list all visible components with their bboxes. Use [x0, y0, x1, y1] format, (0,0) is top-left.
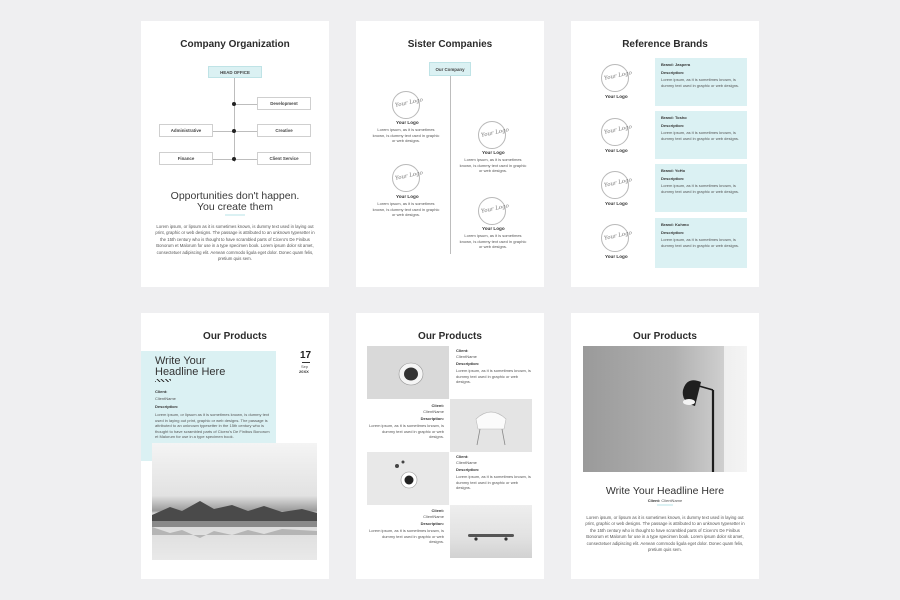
connector-line [450, 76, 451, 254]
brand-logo: Your Logo [601, 171, 629, 199]
skateboard-graphic [450, 505, 532, 558]
hatch-decoration [155, 379, 171, 382]
client-line [571, 498, 759, 504]
org-box-finance: Finance [159, 152, 213, 165]
description-label: Description: [661, 175, 685, 181]
company-description: Lorem ipsum, as it is sometimes known, is dummy text used in graphic or web designs. [459, 233, 527, 250]
body-text: Lorem ipsum, or lipsum as it is sometimes known, is dummy text used in laying out print, graphic or web designs. The passage is attributed to an unknown typesetter in the 15th century who is thought to have scrambled parts of Cicero's De Finibus Bonorum et Malorum for use in a type specimen book. Lorem ipsum dolor sit amet, consectetuer adipiscing elit. Aenean commodo ligula eget dolor. Donec quam felis, pretium quis sem. [155, 224, 315, 262]
coffee-photo [367, 452, 449, 505]
accent-underline [657, 504, 673, 506]
org-box-administrative: Administrative [159, 124, 213, 137]
logo-label: Your Logo [605, 201, 628, 206]
client-label: Client: [431, 403, 444, 408]
date-divider [302, 362, 310, 363]
date-year: 20XX [299, 369, 309, 374]
description-label: Description: [420, 416, 444, 421]
brand-description: Lorem ipsum, as it is sometimes known, is dummy text used in graphic or web designs. [661, 183, 740, 194]
client-name: ClientName [456, 460, 477, 465]
quote-line-2: You create them [196, 201, 274, 213]
client-name: ClientName [456, 354, 477, 359]
org-line [213, 159, 234, 160]
brand-description: Lorem ipsum, as it is sometimes known, is dummy text used in graphic or web designs. [661, 77, 740, 88]
company-description: Lorem ipsum, as it is sometimes known, is dummy text used in graphic or web designs. [372, 201, 440, 218]
company-logo: Your Logo [392, 91, 420, 119]
page-our-products-2 [356, 313, 544, 579]
page-title: Company Organization [180, 39, 290, 50]
headline: Write Your Headline Here [605, 485, 725, 497]
brand-logo: Your Logo [601, 64, 629, 92]
company-description: Lorem ipsum, as it is sometimes known, is dummy text used in graphic or web designs. [459, 157, 527, 174]
mountain-graphic [152, 443, 317, 560]
client-name: ClientName [423, 514, 444, 519]
description-label: Description: [420, 521, 444, 526]
product-description: Lorem ipsum, as it is sometimes known, is dummy text used in graphic or web designs. [369, 528, 444, 545]
page-title: Our Products [633, 331, 697, 342]
brand-description: Lorem ipsum, as it is sometimes known, is dummy text used in graphic or web designs. [661, 237, 740, 248]
org-node [232, 129, 236, 133]
brand-logo: Your Logo [601, 224, 629, 252]
logo-label: Your Logo [605, 94, 628, 99]
product-description: Lorem ipsum, or lipsum as it is sometimes known, is dummy text used in laying out print, graphic or web designs. The passage is attributed to an unknown typesetter in the 15th century who is thought to have scrambled parts of Cicero's De Finibus Bonorum et Malorum for use in a type specimen book. [155, 412, 270, 440]
client-name: ClientName [661, 498, 683, 503]
page-title: Sister Companies [407, 39, 493, 50]
org-node [232, 102, 236, 106]
brand-name: Brand: Tosho [661, 115, 687, 120]
client-name: ClientName [423, 409, 444, 414]
brand-logo: Your Logo [601, 118, 629, 146]
org-node [232, 157, 236, 161]
org-line [234, 159, 257, 160]
client-label: Client: [647, 498, 661, 503]
org-box-development: Development [257, 97, 311, 110]
lamp-graphic [583, 346, 747, 472]
body-text: Lorem ipsum, or lipsum as it is sometimes known, is dummy text used in laying out print, graphic or web designs. The passage is attributed to an unknown typesetter in the 15th century who is thought to have scrambled parts of Cicero's De Finibus Bonorum et Malorum for use in a type specimen book. Lorem ipsum dolor sit amet, consectetuer adipiscing elit. Aenean commodo ligula eget dolor. Donec quam felis, pretium quis sem. [585, 515, 745, 553]
chair-photo [450, 399, 532, 452]
cup-graphic [367, 346, 449, 399]
logo-label: Your Logo [482, 150, 505, 155]
description-label: Description: [155, 404, 179, 409]
skateboard-photo [450, 505, 532, 558]
page-title: Reference Brands [622, 39, 708, 50]
client-name: ClientName [155, 396, 176, 401]
org-box-client-service: Client Service [257, 152, 311, 165]
brand-description: Lorem ipsum, as it is sometimes known, is dummy text used in graphic or web designs. [661, 130, 740, 141]
coffee-graphic [367, 452, 449, 505]
headline-line-1: Write Your [155, 355, 206, 367]
page-our-products-1 [141, 313, 329, 579]
org-box-creative: Creative [257, 124, 311, 137]
logo-label: Your Logo [482, 226, 505, 231]
lamp-photo [583, 346, 747, 472]
description-label: Description: [456, 361, 480, 366]
company-logo: Your Logo [478, 197, 506, 225]
org-box-head-office: HEAD OFFICE [208, 66, 262, 78]
description-label: Description: [661, 229, 685, 235]
brand-card [655, 218, 747, 268]
client-label: Client: [431, 508, 444, 513]
company-description: Lorem ipsum, as it is sometimes known, is dummy text used in graphic or web designs. [372, 127, 440, 144]
client-label: Client: [155, 389, 168, 394]
date-day: 17 [300, 350, 312, 361]
client-label: Client: [456, 348, 469, 353]
mountain-lake-photo [152, 443, 317, 560]
page-reference-brands [571, 21, 759, 287]
company-logo: Your Logo [478, 121, 506, 149]
page-sister-companies [356, 21, 544, 287]
logo-label: Your Logo [396, 120, 419, 125]
logo-label: Your Logo [605, 148, 628, 153]
brand-card [655, 111, 747, 159]
accent-underline [225, 214, 245, 216]
client-label: Client: [456, 454, 469, 459]
brand-card [655, 58, 747, 106]
product-description: Lorem ipsum, as it is sometimes known, is dummy text used in graphic or web designs. [456, 474, 531, 491]
brand-name: Brand: Kuhmo [661, 222, 689, 227]
cup-photo [367, 346, 449, 399]
page-our-products-3 [571, 313, 759, 579]
quote-line-1: Opportunities don't happen. [170, 190, 300, 202]
org-line [234, 104, 257, 105]
product-description: Lorem ipsum, as it is sometimes known, is dummy text used in graphic or web designs. [369, 423, 444, 440]
description-label: Description: [661, 122, 685, 128]
company-logo: Your Logo [392, 164, 420, 192]
logo-label: Your Logo [605, 254, 628, 259]
chair-graphic [450, 399, 532, 452]
product-description: Lorem ipsum, as it is sometimes known, is dummy text used in graphic or web designs. [456, 368, 531, 385]
org-line [234, 78, 235, 162]
page-company-organization [141, 21, 329, 287]
date-month: Sep [301, 364, 309, 369]
brand-name: Brand: YoHo [661, 168, 686, 173]
our-company-box: Our Company [429, 62, 471, 76]
page-title: Our Products [418, 331, 482, 342]
brand-name: Brand: Jaspera [661, 62, 691, 67]
description-label: Description: [661, 69, 685, 75]
description-label: Description: [456, 467, 480, 472]
logo-label: Your Logo [396, 194, 419, 199]
page-title: Our Products [203, 331, 267, 342]
brand-card [655, 164, 747, 212]
headline-line-2: Headline Here [155, 366, 226, 378]
